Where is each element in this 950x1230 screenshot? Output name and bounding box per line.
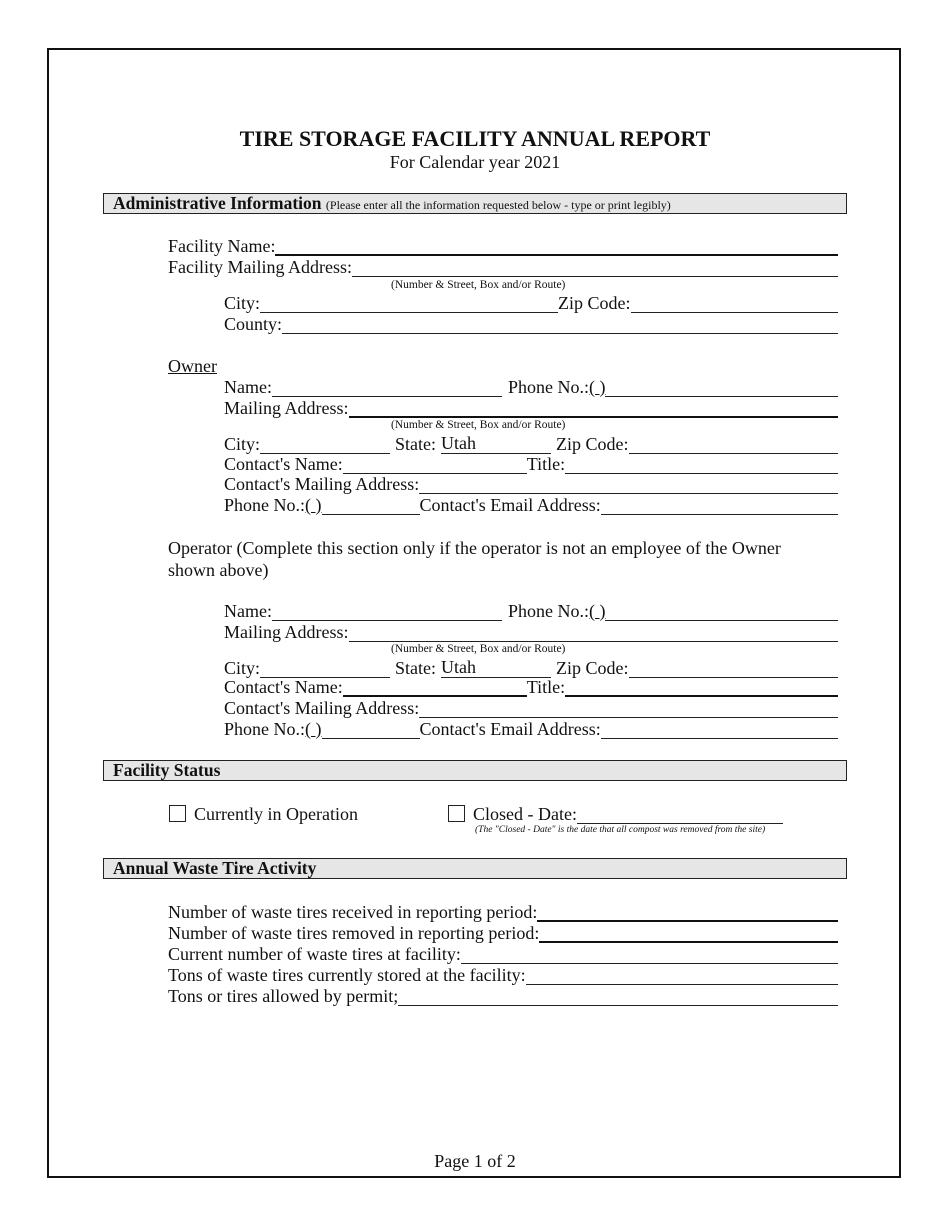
owner-city-field[interactable]	[260, 437, 390, 454]
operator-phone2-field[interactable]	[322, 722, 420, 739]
owner-phone2-area[interactable]: ( )	[305, 495, 322, 515]
owner-name-field[interactable]	[272, 380, 502, 397]
facility-name-field[interactable]	[275, 238, 838, 256]
page-number: Page 1 of 2	[434, 1151, 516, 1171]
operator-phone-area[interactable]: ( )	[588, 601, 606, 621]
owner-contact-mailing-label: Contact's Mailing Address:	[224, 474, 420, 494]
operator-name-field[interactable]	[272, 604, 502, 621]
facility-name-label: Facility Name:	[168, 236, 276, 256]
operator-contact-mailing-row	[224, 698, 838, 718]
page-subtitle: For Calendar year 2021	[389, 152, 561, 172]
tons-stored-label: Tons of waste tires currently stored at the facility:	[168, 965, 526, 985]
tires-current-row	[168, 944, 838, 964]
facility-zip-label: Zip Code:	[558, 293, 631, 313]
tires-removed-field[interactable]	[539, 925, 838, 943]
tires-current-label: Current number of waste tires at facility:	[168, 944, 461, 964]
operator-phone2-row	[224, 719, 838, 739]
owner-email-label: Contact's Email Address:	[419, 495, 601, 515]
operator-city-row	[224, 657, 838, 678]
operator-phone2-label: Phone No.:	[224, 719, 305, 739]
operator-phone-field[interactable]	[605, 604, 838, 621]
section-administrative-information	[103, 193, 847, 214]
operator-contact-mailing-label: Contact's Mailing Address:	[224, 698, 420, 718]
operator-city-label: City:	[224, 658, 261, 678]
operator-mailing-row	[224, 622, 838, 642]
owner-city-label: City:	[224, 434, 261, 454]
owner-address-hint: (Number & Street, Box and/or Route)	[391, 419, 566, 431]
operator-name-row	[224, 601, 838, 621]
facility-mailing-row	[168, 257, 838, 277]
closed-date-note: (The "Closed - Date" is the date that all compost was removed from the site)	[475, 825, 766, 835]
facility-county-field[interactable]	[282, 317, 838, 334]
facility-city-row	[224, 293, 838, 313]
section-heading: Facility Status	[113, 760, 221, 780]
in-operation-label: Currently in Operation	[194, 804, 358, 824]
section-annual-activity	[103, 858, 847, 879]
page-title: TIRE STORAGE FACILITY ANNUAL REPORT	[239, 126, 711, 151]
facility-address-hint: (Number & Street, Box and/or Route)	[391, 279, 566, 291]
closed-date-label: Closed - Date:	[473, 804, 577, 824]
operator-email-label: Contact's Email Address:	[419, 719, 601, 739]
tons-stored-row	[168, 965, 838, 985]
operator-city-field[interactable]	[260, 661, 390, 678]
operator-email-field[interactable]	[601, 722, 838, 739]
tons-allowed-row	[168, 986, 838, 1006]
operator-contact-row	[224, 677, 838, 697]
tons-stored-field[interactable]	[526, 968, 838, 985]
facility-city-field[interactable]	[260, 296, 558, 313]
operator-name-label: Name:	[224, 601, 272, 621]
owner-name-row	[224, 377, 838, 397]
operator-state-label: State:	[395, 658, 437, 678]
owner-mailing-field[interactable]	[349, 400, 839, 418]
operator-title-field[interactable]	[565, 679, 838, 697]
facility-city-label: City:	[224, 293, 261, 313]
owner-contact-name-label: Contact's Name:	[224, 454, 343, 474]
section-facility-status	[103, 760, 847, 781]
owner-mailing-label: Mailing Address:	[224, 398, 349, 418]
owner-heading: Owner	[168, 356, 217, 376]
operator-title-label: Title:	[526, 677, 566, 697]
operator-contact-mailing-field[interactable]	[419, 701, 838, 718]
facility-zip-field[interactable]	[631, 296, 838, 313]
owner-zip-field[interactable]	[629, 437, 838, 454]
facility-county-label: County:	[224, 314, 283, 334]
tires-received-label: Number of waste tires received in reporting period:	[168, 902, 538, 922]
owner-phone-label: Phone No.:	[507, 377, 589, 397]
in-operation-checkbox[interactable]	[169, 805, 186, 822]
owner-city-row	[224, 433, 838, 454]
operator-mailing-label: Mailing Address:	[224, 622, 349, 642]
operator-contact-name-field[interactable]	[343, 679, 527, 697]
operator-mailing-field[interactable]	[349, 625, 839, 642]
operator-intro-line2: shown above)	[168, 560, 269, 580]
owner-email-field[interactable]	[601, 498, 838, 515]
tires-removed-label: Number of waste tires removed in reporting period:	[168, 923, 540, 943]
tons-allowed-label: Tons or tires allowed by permit;	[168, 986, 399, 1006]
operator-zip-field[interactable]	[629, 661, 838, 678]
owner-name-label: Name:	[224, 377, 272, 397]
tires-current-field[interactable]	[461, 947, 838, 964]
section-note: (Please enter all the information requested below - type or print legibly)	[325, 198, 671, 212]
operator-contact-name-label: Contact's Name:	[224, 677, 343, 697]
tires-received-row	[168, 902, 838, 922]
closed-date-row	[473, 804, 783, 824]
owner-phone2-row	[224, 495, 838, 515]
operator-zip-label: Zip Code:	[556, 658, 629, 678]
operator-address-hint: (Number & Street, Box and/or Route)	[391, 643, 566, 655]
operator-phone2-area[interactable]: ( )	[305, 719, 322, 739]
tires-removed-row	[168, 923, 838, 943]
closed-date-field[interactable]	[577, 807, 783, 824]
owner-zip-label: Zip Code:	[556, 434, 629, 454]
owner-state-value[interactable]: Utah	[441, 433, 551, 454]
facility-county-row	[224, 314, 838, 334]
section-heading: Annual Waste Tire Activity	[113, 858, 317, 878]
facility-name-row	[168, 236, 838, 256]
owner-contact-mailing-row	[224, 474, 838, 494]
owner-contact-row	[224, 454, 838, 474]
operator-state-value[interactable]: Utah	[441, 657, 551, 678]
operator-phone-label: Phone No.:	[507, 601, 589, 621]
tires-received-field[interactable]	[537, 904, 838, 922]
tons-allowed-field[interactable]	[398, 989, 838, 1006]
facility-mailing-label: Facility Mailing Address:	[168, 257, 352, 277]
owner-title-label: Title:	[526, 454, 566, 474]
owner-contact-name-field[interactable]	[343, 457, 527, 474]
owner-state-label: State:	[395, 434, 437, 454]
owner-phone-area[interactable]: ( )	[588, 377, 606, 397]
owner-title-field[interactable]	[565, 457, 838, 474]
operator-intro-line1: Operator (Complete this section only if the operator is not an employee of the Owner	[168, 538, 781, 558]
section-heading: Administrative Information	[113, 193, 322, 213]
owner-contact-mailing-field[interactable]	[419, 477, 838, 494]
facility-mailing-field[interactable]	[352, 260, 838, 277]
closed-checkbox[interactable]	[448, 805, 465, 822]
owner-phone2-label: Phone No.:	[224, 495, 305, 515]
owner-mailing-row	[224, 398, 838, 418]
owner-phone2-field[interactable]	[322, 498, 420, 515]
owner-phone-field[interactable]	[605, 380, 838, 397]
